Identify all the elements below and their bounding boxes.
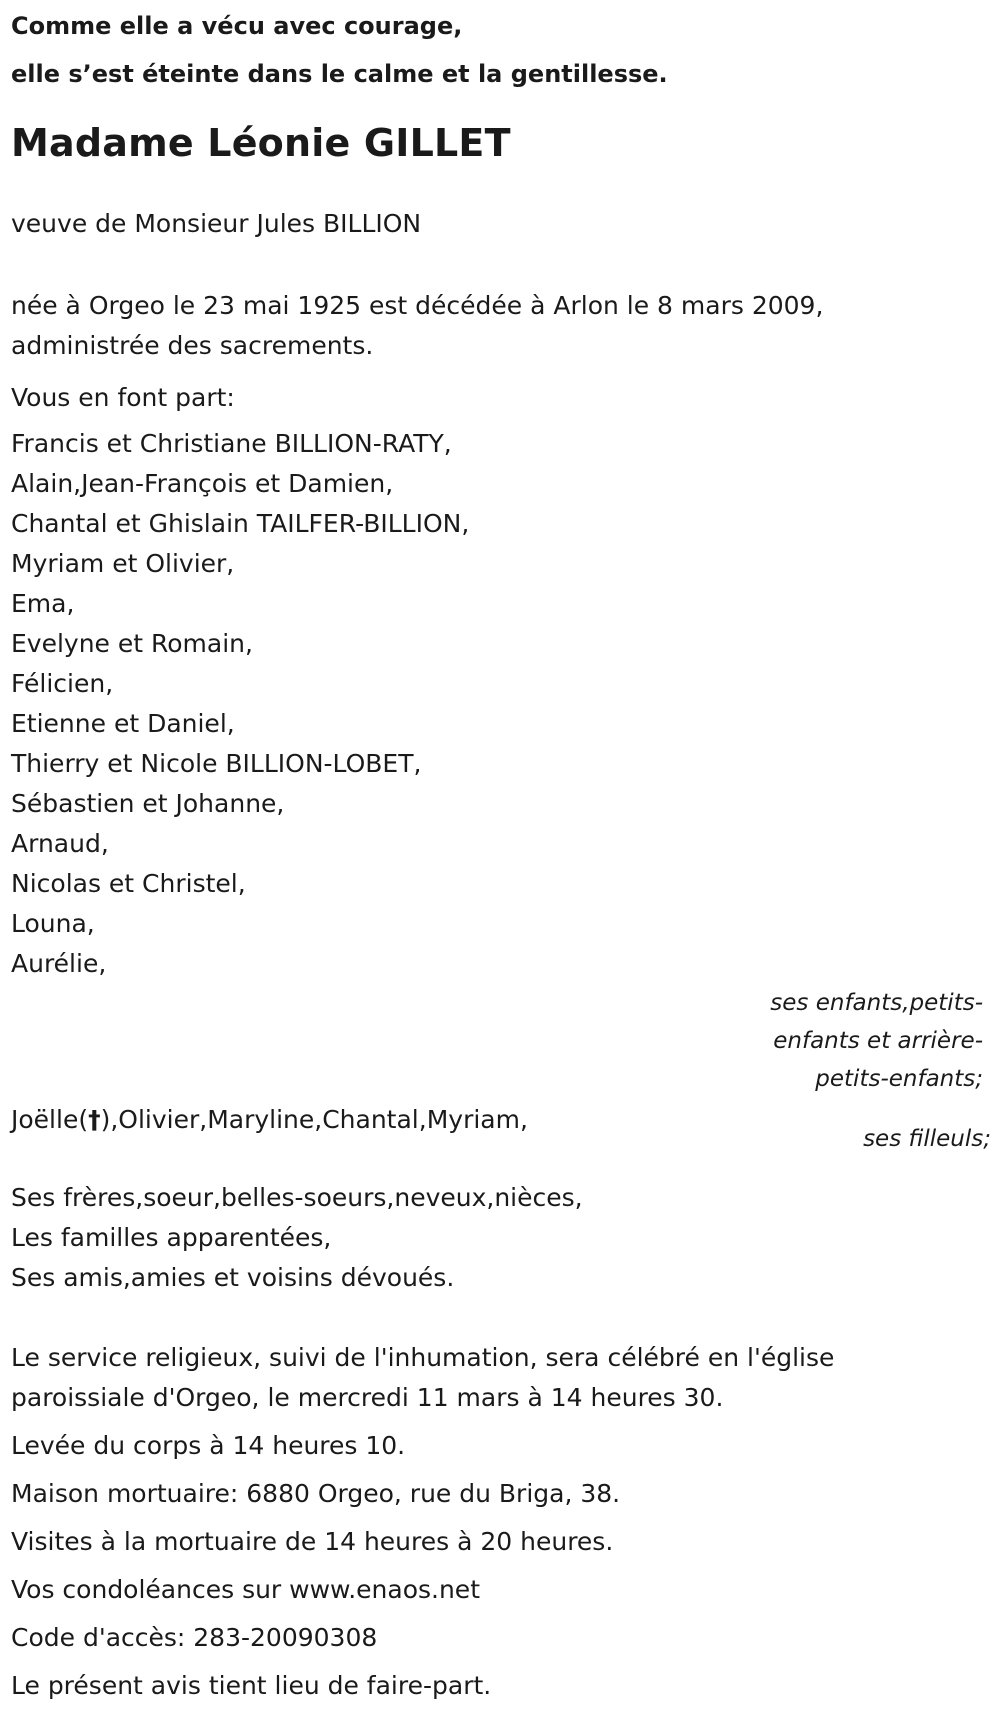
family-member: Louna, — [11, 909, 95, 938]
family-member: Francis et Christiane BILLION-RATY, — [11, 429, 452, 458]
family-list — [11, 424, 991, 984]
epigraph-line-1: Comme elle a vécu avec courage, — [11, 12, 463, 40]
family-role-caption — [753, 984, 983, 1098]
info-line: Visites à la mortuaire de 14 heures à 20 heures. — [11, 1527, 614, 1556]
godchildren-names — [11, 1100, 528, 1140]
relatives-line: Ses frères,soeur,belles-soeurs,neveux,nièces, — [11, 1183, 583, 1212]
family-role-line-1: ses enfants,petits- — [770, 990, 983, 1016]
birth-death-line-2: administrée des sacrements. — [11, 331, 374, 360]
widow-line: veuve de Monsieur Jules BILLION — [11, 209, 422, 238]
family-role-line-2: enfants et arrière- — [773, 1028, 983, 1054]
family-member: Nicolas et Christel, — [11, 869, 246, 898]
family-member: Evelyne et Romain, — [11, 629, 253, 658]
service-text — [11, 1338, 991, 1418]
other-relatives — [11, 1178, 991, 1298]
family-member: Alain,Jean-François et Damien, — [11, 469, 394, 498]
family-member: Aurélie, — [11, 949, 107, 978]
service-line-2: paroissiale d'Orgeo, le mercredi 11 mars à 14 heures 30. — [11, 1383, 724, 1412]
access-code: Code d'accès: 283-20090308 — [11, 1623, 378, 1652]
family-member: Etienne et Daniel, — [11, 709, 235, 738]
relatives-line: Ses amis,amies et voisins dévoués. — [11, 1263, 455, 1292]
deceased-name: Madame Léonie GILLET — [11, 121, 511, 165]
epigraph — [11, 2, 991, 98]
condolences-link: Vos condoléances sur www.enaos.net — [11, 1575, 480, 1604]
info-line: Maison mortuaire: 6880 Orgeo, rue du Briga, 38. — [11, 1479, 621, 1508]
godchildren-block — [11, 1100, 991, 1164]
cross-icon: † — [88, 1105, 101, 1134]
info-line: Le présent avis tient lieu de faire-part. — [11, 1671, 492, 1700]
family-member: Arnaud, — [11, 829, 109, 858]
family-member: Sébastien et Johanne, — [11, 789, 285, 818]
relatives-line: Les familles apparentées, — [11, 1223, 332, 1252]
service-line-1: Le service religieux, suivi de l'inhumation, sera célébré en l'église — [11, 1343, 835, 1372]
godchildren-rest: ),Olivier,Maryline,Chantal,Myriam, — [100, 1105, 528, 1134]
info-line: Levée du corps à 14 heures 10. — [11, 1431, 406, 1460]
family-member: Félicien, — [11, 669, 114, 698]
epigraph-line-2: elle s’est éteinte dans le calme et la gentillesse. — [11, 60, 668, 88]
godchildren-role-caption: ses filleuls; — [863, 1126, 991, 1152]
family-member: Ema, — [11, 589, 75, 618]
birth-death-line-1: née à Orgeo le 23 mai 1925 est décédée à Arlon le 8 mars 2009, — [11, 291, 824, 320]
family-role-line-3: petits-enfants; — [815, 1066, 983, 1092]
birth-death-text — [11, 286, 991, 366]
obituary-notice — [11, 0, 991, 1706]
family-member: Myriam et Olivier, — [11, 549, 235, 578]
family-member: Thierry et Nicole BILLION-LOBET, — [11, 749, 422, 778]
announce-line: Vous en font part: — [11, 383, 235, 412]
godchild-first: Joëlle( — [11, 1105, 89, 1134]
family-member: Chantal et Ghislain TAILFER-BILLION, — [11, 509, 470, 538]
